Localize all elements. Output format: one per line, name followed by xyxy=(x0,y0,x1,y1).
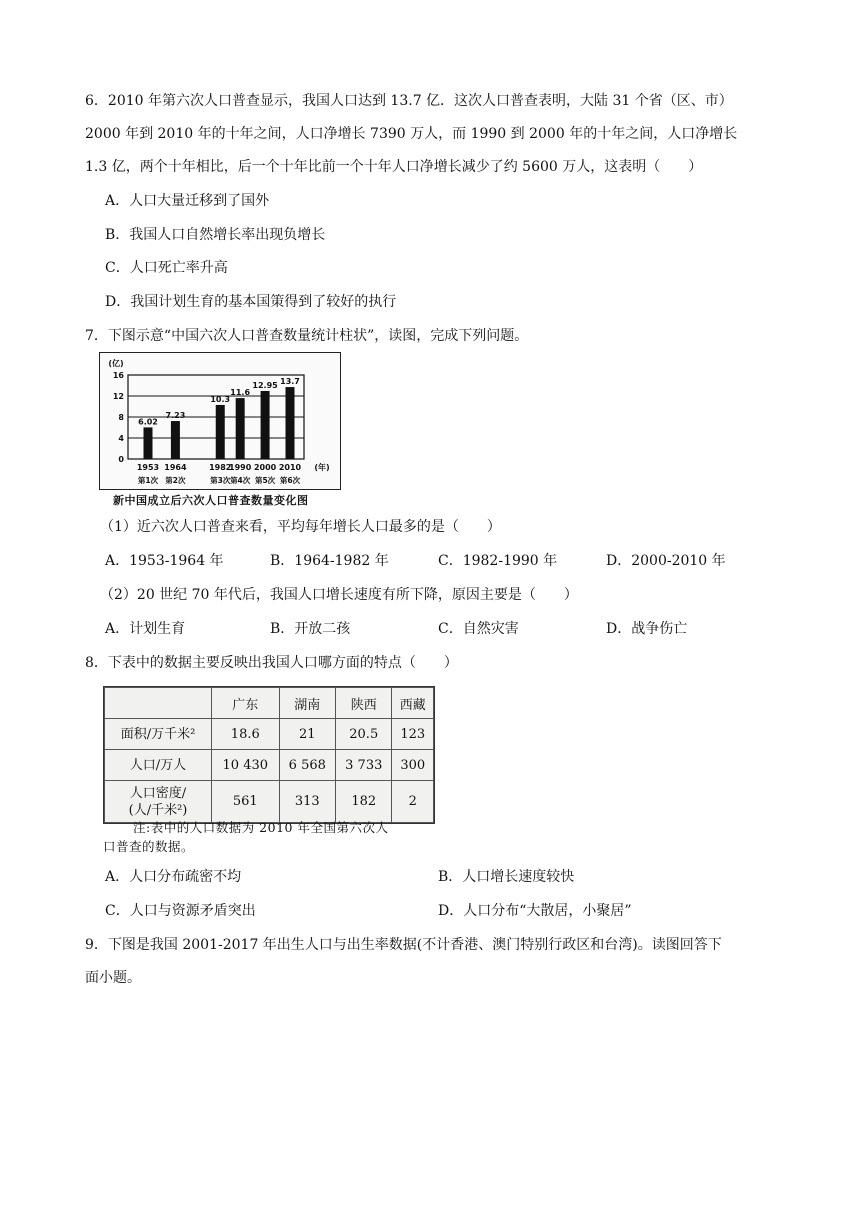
q8-option-c: C．人口与资源矛盾突出 xyxy=(105,903,256,919)
q8-stem: 8．下表中的数据主要反映出我国人口哪方面的特点（ ） xyxy=(85,655,458,671)
q7-sub1-option-d: D．2000-2010 年 xyxy=(606,553,726,569)
table-header-cell xyxy=(105,688,212,719)
q7-sub1-option-c: C．1982-1990 年 xyxy=(438,553,558,569)
q8-option-a: A．人口分布疏密不均 xyxy=(105,869,242,885)
q9-stem-line2: 面小题。 xyxy=(85,970,141,986)
table-cell: 182 xyxy=(336,781,392,823)
q7-sub1-stem: （1）近六次人口普查来看，平均每年增长人口最多的是（ ） xyxy=(100,519,501,535)
bar xyxy=(144,427,153,459)
q7-stem: 7．下图示意“中国六次人口普查数量统计柱状”，读图，完成下列问题。 xyxy=(85,328,529,344)
x-tick-label: 1953 xyxy=(136,463,160,472)
table-header-cell: 陕西 xyxy=(336,688,392,719)
population-table xyxy=(103,686,435,824)
census-label: 第3次 xyxy=(210,476,231,485)
q6-stem-line3: 1.3 亿，两个十年相比，后一个十年比前一个十年人口净增长减少了约 5600 万人，这表明（ ） xyxy=(85,159,703,175)
bar xyxy=(236,398,245,459)
row-label: 人口/万人 xyxy=(105,750,212,781)
census-bar-chart xyxy=(99,352,341,490)
q7-sub2-stem: （2）20 世纪 70 年代后，我国人口增长速度有所下降，原因主要是（ ） xyxy=(100,587,578,603)
data-label: 11.6 xyxy=(230,388,251,398)
x-axis-unit: (年) xyxy=(314,463,330,472)
bar xyxy=(286,387,295,459)
data-label: 6.02 xyxy=(138,417,158,427)
q8-option-d: D．人口分布“大散居，小聚居” xyxy=(438,903,632,919)
table-row-density xyxy=(105,781,434,823)
table-cell: 3 733 xyxy=(336,750,392,781)
data-label: 10.3 xyxy=(210,394,231,404)
table-cell: 6 568 xyxy=(279,750,335,781)
q6-option-b: B．我国人口自然增长率出现负增长 xyxy=(105,227,326,243)
q7-sub2-option-d: D．战争伤亡 xyxy=(606,621,688,637)
row-label: 面积/万千米² xyxy=(105,719,212,750)
table-cell: 20.5 xyxy=(336,719,392,750)
y-tick-label: 0 xyxy=(118,455,124,464)
q6-stem-line1: 6．2010 年第六次人口普查显示，我国人口达到 13.7 亿．这次人口普查表明，大陆 31 个省（区、市） xyxy=(85,93,733,109)
data-label: 7.23 xyxy=(165,411,186,421)
census-label: 第5次 xyxy=(254,476,276,485)
y-tick-label: 16 xyxy=(112,371,124,380)
table-cell: 21 xyxy=(279,719,335,750)
table-note-line2: 口普查的数据。 xyxy=(103,839,195,854)
table-header-cell: 广东 xyxy=(212,688,280,719)
census-chart-svg xyxy=(100,353,340,489)
y-tick-label: 8 xyxy=(118,413,124,422)
chart-title: 新中国成立后六次人口普查数量变化图 xyxy=(113,494,309,507)
census-label: 第6次 xyxy=(279,476,301,485)
row-label-line2: (人/千米²) xyxy=(128,802,188,818)
table-cell: 2 xyxy=(392,781,434,823)
x-tick-label: 1982 xyxy=(209,463,232,472)
data-label: 13.7 xyxy=(280,377,300,387)
q6-option-d: D．我国计划生育的基本国策得到了较好的执行 xyxy=(105,294,397,310)
table-cell: 123 xyxy=(392,719,434,750)
q7-sub1-option-a: A．1953-1964 年 xyxy=(105,553,224,569)
table-cell: 18.6 xyxy=(212,719,280,750)
q7-sub1-option-b: B．1964-1982 年 xyxy=(270,553,389,569)
table-row-population xyxy=(105,750,434,781)
x-tick-label: 1964 xyxy=(164,463,187,472)
y-tick-label: 4 xyxy=(118,434,124,443)
q9-stem-line1: 9．下图是我国 2001-2017 年出生人口与出生率数据(不计香港、澳门特别行政区和台湾)。读图回答下 xyxy=(85,937,722,953)
table-header-cell: 湖南 xyxy=(279,688,335,719)
table-cell: 561 xyxy=(212,781,280,823)
y-tick-label: 12 xyxy=(112,392,124,401)
table-cell: 10 430 xyxy=(212,750,280,781)
y-axis-label: (亿) xyxy=(108,359,124,368)
table-note xyxy=(103,818,433,856)
census-label: 第1次 xyxy=(137,476,159,485)
row-label-line1: 人口密度/ xyxy=(129,785,187,801)
x-tick-label: 2010 xyxy=(278,463,302,472)
census-label: 第4次 xyxy=(230,476,251,485)
bar xyxy=(261,391,270,459)
bar xyxy=(216,405,225,459)
table-row-area xyxy=(105,719,434,750)
table-cell: 300 xyxy=(392,750,434,781)
table-cell: 313 xyxy=(279,781,335,823)
bar xyxy=(171,421,180,459)
row-label xyxy=(105,781,212,823)
table-header-cell: 西藏 xyxy=(392,688,434,719)
x-tick-label: 1990 xyxy=(229,463,252,472)
q6-stem-line2: 2000 年到 2010 年的十年之间，人口净增长 7390 万人，而 1990 到 2000 年的十年之间，人口净增长 xyxy=(85,126,738,142)
q7-sub2-option-c: C．自然灾害 xyxy=(438,621,519,637)
census-label: 第2次 xyxy=(165,476,186,485)
q8-option-b: B．人口增长速度较快 xyxy=(438,869,575,885)
table-note-line1: 注:表中的人口数据为 2010 年全国第六次人 xyxy=(133,820,389,835)
q6-option-a: A．人口大量迁移到了国外 xyxy=(105,193,270,209)
table-header-row xyxy=(105,688,434,719)
q7-sub2-option-a: A．计划生育 xyxy=(105,621,186,637)
x-tick-label: 2000 xyxy=(253,463,277,472)
q7-sub2-option-b: B．开放二孩 xyxy=(270,621,351,637)
data-label: 12.95 xyxy=(252,381,278,391)
q6-option-c: C．人口死亡率升高 xyxy=(105,260,228,276)
